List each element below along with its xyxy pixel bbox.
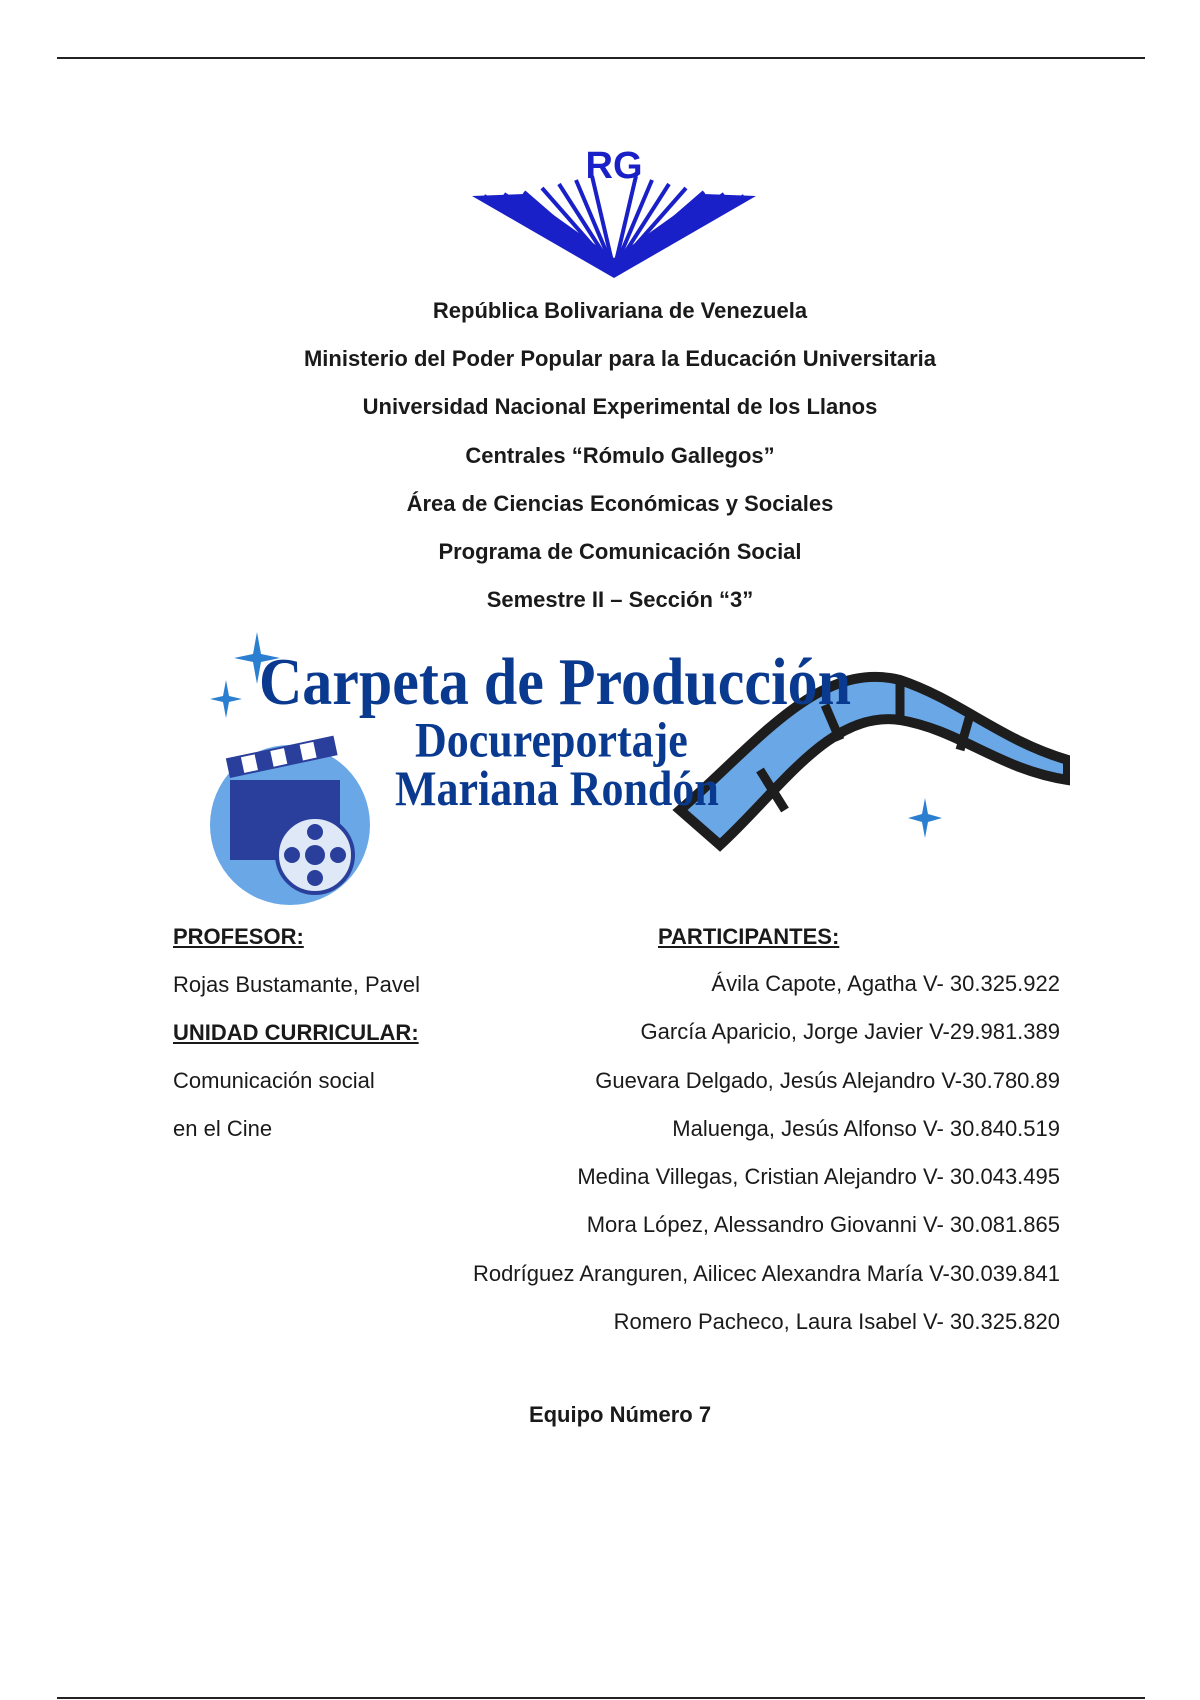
banner-subtitle-2: Mariana Rondón bbox=[395, 761, 719, 817]
participant-item: Medina Villegas, Cristian Alejandro V- 30.043.495 bbox=[577, 1164, 1060, 1190]
banner-title: Carpeta de Producción bbox=[259, 643, 852, 719]
participantes-label: PARTICIPANTES: bbox=[658, 924, 840, 949]
participant-item: Mora López, Alessandro Giovanni V- 30.081.865 bbox=[586, 1212, 1060, 1238]
team-number: Equipo Número 7 bbox=[528, 1402, 712, 1427]
participant-item: Ávila Capote, Agatha V- 30.325.922 bbox=[711, 971, 1060, 996]
participant-item: Maluenga, Jesús Alfonso V- 30.840.519 bbox=[672, 1115, 1060, 1141]
header-line: Ministerio del Poder Popular para la Educación Universitaria bbox=[303, 346, 937, 372]
header-line: Centrales “Rómulo Gallegos” bbox=[465, 442, 775, 468]
header-line: Semestre II – Sección “3” bbox=[486, 587, 754, 613]
production-banner bbox=[200, 620, 1070, 905]
institution-header bbox=[0, 296, 1200, 633]
participant-item: García Aparicio, Jorge Javier V-29.981.389 bbox=[640, 1019, 1060, 1045]
unidad-curricular-line-2: en el Cine bbox=[173, 1116, 273, 1141]
clapperboard-icon bbox=[210, 736, 370, 905]
unidad-curricular-line-1: Comunicación social bbox=[173, 1068, 375, 1093]
top-rule bbox=[57, 57, 1145, 59]
participant-item: Guevara Delgado, Jesús Alejandro V-30.780.89 bbox=[595, 1067, 1060, 1093]
university-logo bbox=[464, 138, 764, 278]
profesor-label: PROFESOR: bbox=[173, 924, 304, 949]
header-line: Programa de Comunicación Social bbox=[438, 538, 802, 564]
header-line: Universidad Nacional Experimental de los Llanos bbox=[362, 394, 878, 420]
participant-item: Romero Pacheco, Laura Isabel V- 30.325.820 bbox=[613, 1309, 1060, 1335]
profesor-name: Rojas Bustamante, Pavel bbox=[173, 972, 421, 997]
unidad-curricular-label: UNIDAD CURRICULAR: bbox=[173, 1020, 419, 1045]
header-line: Área de Ciencias Económicas y Sociales bbox=[406, 490, 834, 516]
participants-list bbox=[330, 970, 1060, 1356]
bottom-rule bbox=[57, 1697, 1145, 1699]
header-line: República Bolivariana de Venezuela bbox=[432, 298, 808, 323]
participant-item: Rodríguez Aranguren, Ailicec Alexandra María V-30.039.841 bbox=[472, 1260, 1060, 1286]
logo-monogram: RG bbox=[585, 145, 643, 187]
banner-subtitle-1: Docureportaje bbox=[415, 713, 688, 769]
